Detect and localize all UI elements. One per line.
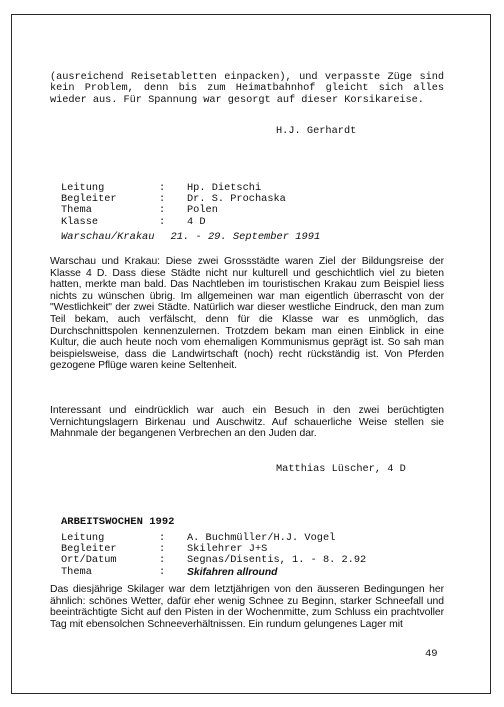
info-separator: : <box>159 565 166 578</box>
info-label: Begleiter <box>61 543 117 556</box>
info-label: Ort/Datum <box>61 554 117 567</box>
trip-date-range: 21. - 29. September 1991 <box>170 231 321 243</box>
section-heading-arbeitswochen: ARBEITSWOCHEN 1992 <box>61 516 175 528</box>
info-label: Klasse <box>61 215 99 228</box>
info-value: A. Buchmüller/H.J. Vogel <box>187 532 336 544</box>
info-label: Leitung <box>61 532 105 544</box>
info-separator: : <box>159 543 166 556</box>
info-label: Leitung <box>61 182 105 194</box>
signature-luescher: Matthias Lüscher, 4 D <box>276 463 406 475</box>
signature-gerhardt: H.J. Gerhardt <box>276 125 357 137</box>
info-value: Segnas/Disentis, 1. - 8. 2.92 <box>187 554 367 567</box>
paragraph-vernichtungslager: Interessant und eindrücklich war auch ein Besuch in den zwei berüchtigten Vernichtungslagern Birkenau und Auschwitz. Auf schauerliche Weise stellen sie Mahnmale der begangenen Verbrechen an den Juden dar. <box>50 405 444 440</box>
info-value: Hp. Dietschi <box>187 182 262 194</box>
info-label: Begleiter <box>61 193 117 206</box>
info-row-thema <box>61 567 366 578</box>
info-label: Thema <box>61 565 92 578</box>
info-row-thema <box>61 205 286 216</box>
info-value-emphasis: Skifahren allround <box>187 566 278 578</box>
info-label: Thema <box>61 204 92 217</box>
info-value: Dr. S. Prochaska <box>187 193 286 206</box>
info-separator: : <box>159 182 166 194</box>
info-row-begleiter <box>61 194 286 205</box>
info-value: Polen <box>187 204 218 217</box>
info-separator: : <box>159 204 166 217</box>
paragraph-skilager: Das diesjährige Skilager war dem letztjährigen von den äusseren Bedingungen her ähnlich: schönes Wetter, dafür eher wenig Schnee zu Beginn, starker Schneefall und beeinträchtigte Sicht auf den Pisten in der Wochenmitte, zum Schluss ein prachtvoller Tag mit ebensolchen Schneeverhältnissen. Ein rundum gelungenes Lager mit <box>50 584 444 630</box>
info-separator: : <box>159 554 166 567</box>
info-block-skilager <box>61 533 366 578</box>
info-value: 4 D <box>187 215 206 228</box>
info-value: Skilehrer J+S <box>187 543 268 556</box>
paragraph-polen-report: Warschau und Krakau: Diese zwei Grossstädte waren Ziel der Bildungsreise der Klasse 4 D. Dass diese Städte nicht nur kulturell und geschichtlich viel zu bieten hatten, merkte man bald. Das Nachtleben im touristischen Krakau zum Beispiel liess nichts zu wünschen übrig. Im allgemeinen war man eigentlich überrascht von der "Westlichkeit" der zwei Städte. Natürlich war dieser westliche Eindruck, den man zum Teil bekam, auch verfälscht, denn für die Klasse war es unmöglich, das Durchschnittspolen kennenzulernen. Trotzdem bekam man einen Einblick in eine Kultur, die auch heute noch vom ehemaligen Kommunismus geprägt ist. So sah man beispielsweise, dass die Landwirtschaft (noch) recht rückständig ist. Von Pferden gezogene Pflüge waren keine Seltenheit. <box>50 256 444 372</box>
info-separator: : <box>159 215 166 228</box>
paragraph-korsika-end: (ausreichend Reisetabletten einpacken), und verpasste Züge sind kein Problem, denn bis zum Heimatbahnhof gleicht sich alles wieder aus. Für Spannung war gesorgt auf dieser Korsikareise. <box>50 71 444 106</box>
info-row-ort-datum <box>61 555 366 566</box>
info-row-klasse <box>61 217 286 228</box>
info-separator: : <box>159 193 166 206</box>
info-block-polen <box>61 183 286 228</box>
trip-place: Warschau/Krakau <box>61 231 155 243</box>
page-number: 49 <box>425 648 438 660</box>
info-separator: : <box>159 532 166 544</box>
trip-dates <box>61 231 320 243</box>
